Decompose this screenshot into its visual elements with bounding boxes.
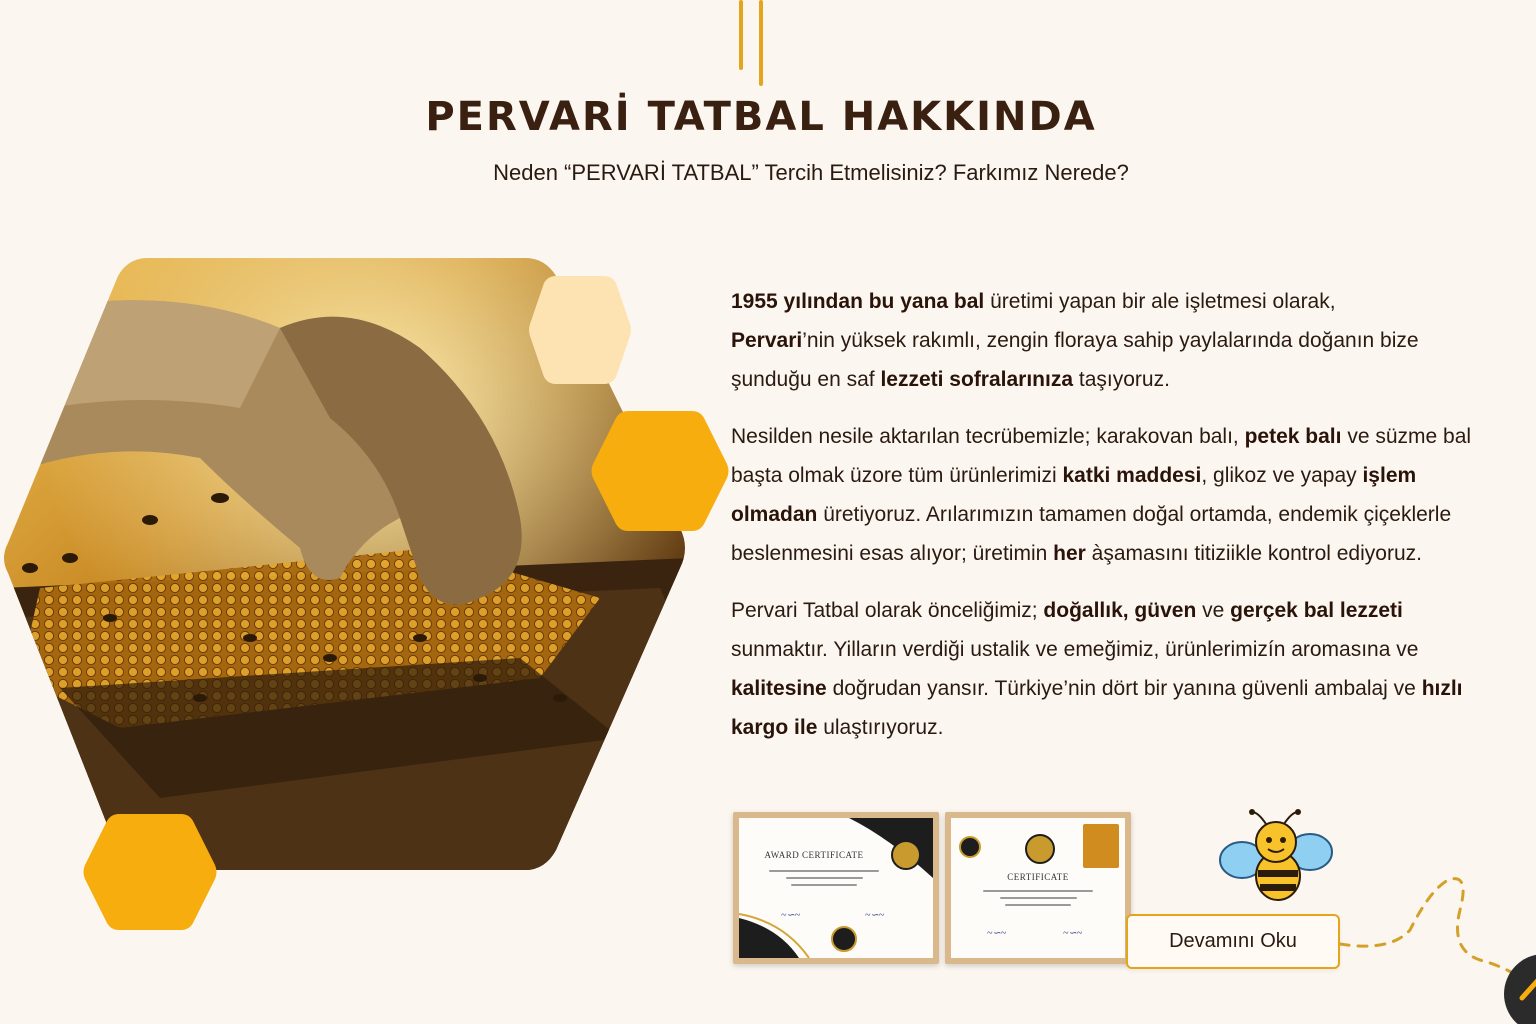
- bee-icon: [1218, 808, 1334, 904]
- gold-seal: [959, 836, 981, 858]
- text-run: ulaştırıyoruz.: [817, 716, 944, 739]
- signature: ~∽~: [987, 928, 1007, 939]
- signature: ~∽~: [865, 910, 885, 921]
- decorative-top-lines: [736, 0, 766, 90]
- honeycomb-hex-gold: [590, 409, 730, 533]
- text-run: ve süzme bal başta olmak üzore tüm ürünlerimizi: [731, 425, 1472, 487]
- gold-seal: [891, 840, 921, 870]
- honeycomb-thumbnail: [1083, 824, 1119, 868]
- text-run: , glikoz ve yapay: [1201, 464, 1363, 487]
- hero-image-group: [0, 258, 690, 870]
- read-more-button[interactable]: Devamını Oku: [1126, 914, 1340, 969]
- award-certificate-1: [733, 812, 939, 964]
- honeycomb-hex-gold-bottom: [82, 812, 218, 932]
- text-run: sunmaktır. Yilların verdiği ustalik ve emeğimiz, ürünlerimizín aromasına ve: [731, 638, 1419, 661]
- signature: ~∽~: [781, 910, 801, 921]
- text-bold: 1955 yılından bu yana bal: [731, 290, 985, 313]
- signature: ~∽~: [1063, 928, 1083, 939]
- text-run: ve: [1196, 599, 1231, 622]
- dashed-flight-path: [1330, 860, 1536, 990]
- section-title: PERVARİ TATBAL HAKKINDA: [425, 94, 1097, 140]
- honeycomb-hex-light: [528, 274, 632, 386]
- text-run: àşamasını titiziikle kontrol ediyoruz.: [1085, 542, 1422, 565]
- certificate-heading: AWARD CERTIFICATE: [764, 850, 864, 860]
- about-paragraph-1: [731, 282, 1491, 399]
- text-run: doğrudan yansır. Türkiye’nin dört bir yanına güvenli ambalaj ve: [826, 677, 1422, 700]
- gold-seal: [831, 926, 857, 952]
- text-run: ’nin yüksek rakımlı, zengin floraya sahip yaylalarında doğanın bize şunduğu en saf: [731, 329, 1419, 391]
- about-paragraph-3: [731, 591, 1491, 747]
- text-run: taşıyoruz.: [1073, 368, 1170, 391]
- text-bold: Pervari: [731, 329, 803, 352]
- text-run: üretiyoruz. Arılarımızın tamamen doğal ortamda, endemik çiçeklerle beslenmesini esas alıyor; üretimin: [731, 503, 1452, 565]
- text-bold: gerçek bal lezzeti: [1230, 599, 1403, 622]
- certificate-2: [945, 812, 1131, 964]
- text-bold: her: [1053, 542, 1086, 565]
- text-bold: doğallık, güven: [1043, 599, 1197, 622]
- text-bold: kalitesine: [731, 677, 827, 700]
- text-bold: hızlı kargo ile: [731, 677, 1463, 739]
- certificate-heading: CERTIFICATE: [1007, 872, 1069, 882]
- text-bold: işlem olmadan: [731, 464, 1417, 526]
- gold-seal: [1025, 834, 1055, 864]
- text-run: üretimi yapan bir ale işletmesi olarak,: [984, 290, 1336, 313]
- text-run: Pervari Tatbal olarak önceliğimiz;: [731, 599, 1044, 622]
- text-bold: katki maddesi: [1062, 464, 1202, 487]
- text-bold: lezzeti sofralarınıza: [880, 368, 1074, 391]
- about-paragraph-2: [731, 417, 1491, 573]
- text-bold: petek balı: [1244, 425, 1342, 448]
- about-text: [731, 282, 1491, 765]
- text-run: Nesilden nesile aktarılan tecrübemizle; karakovan balı,: [731, 425, 1245, 448]
- section-subtitle: Neden “PERVARİ TATBAL” Tercih Etmelisiniz? Farkımız Nerede?: [493, 160, 1129, 185]
